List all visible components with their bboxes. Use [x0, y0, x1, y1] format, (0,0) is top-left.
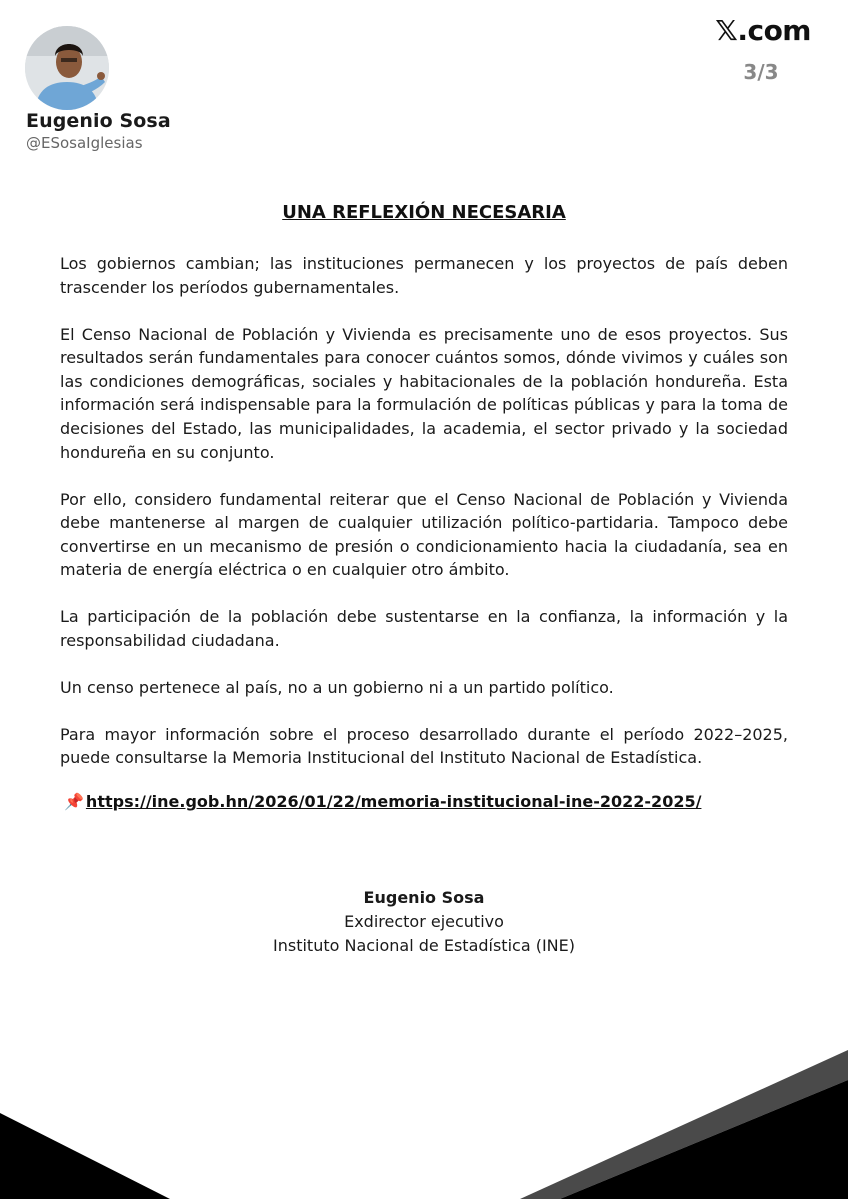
author-name[interactable]: Eugenio Sosa: [26, 110, 171, 132]
corner-black-right: [560, 1080, 848, 1199]
signature-institution: Instituto Nacional de Estadística (INE): [273, 936, 575, 955]
paragraph: Un censo pertenece al país, no a un gobierno ni a un partido político.: [60, 677, 614, 697]
signature-name: Eugenio Sosa: [363, 888, 485, 907]
reference-link-line: [64, 792, 701, 811]
author-handle[interactable]: @ESosaIglesias: [26, 134, 143, 152]
document-title: UNA REFLEXIÓN NECESARIA: [282, 202, 566, 223]
avatar-photo: [25, 26, 109, 110]
paragraph: La participación de la población debe sustentarse en la confianza, la información y la responsabilidad ciudadana.: [60, 607, 788, 650]
paragraph: Por ello, considero fundamental reiterar que el Censo Nacional de Población y Vivienda debe mantenerse al margen de cualquier utilización político-partidaria. Tampoco debe convertirse en un mecanismo de presión o condicionamiento hacia la ciudadanía, sea en materia de energía eléctrica o en cualquier otro ámbito.: [60, 489, 788, 580]
paragraph: El Censo Nacional de Población y Vivienda es precisamente uno de esos proyectos. Sus resultados serán fundamentales para conocer cuántos somos, dónde vivimos y cuáles son las condiciones demográficas, sociales y habitacionales de la población hondureña. Esta información será indispensable para la formulación de políticas públicas y para la toma de decisiones del Estado, las municipalidades, la academia, el sector privado y la sociedad hondureña en su conjunto.: [60, 324, 788, 462]
pushpin-icon: 📌: [64, 792, 84, 811]
page-counter: 3/3: [743, 60, 779, 84]
corner-grey-right: [520, 1050, 848, 1199]
brand-logo: 𝕏.com: [715, 14, 811, 47]
paragraph: Los gobiernos cambian; las instituciones permanecen y los proyectos de país deben trascender los períodos gubernamentales.: [60, 254, 788, 297]
signature-block: [0, 886, 848, 958]
signature-role: Exdirector ejecutivo: [344, 912, 504, 931]
avatar[interactable]: [25, 26, 109, 110]
reference-link[interactable]: https://ine.gob.hn/2026/01/22/memoria-institucional-ine-2022-2025/: [85, 792, 702, 811]
corner-black-left: [0, 1113, 170, 1199]
document-body: [60, 252, 788, 793]
paragraph: Para mayor información sobre el proceso desarrollado durante el período 2022–2025, puede consultarse la Memoria Institucional del Instituto Nacional de Estadística.: [60, 724, 788, 768]
